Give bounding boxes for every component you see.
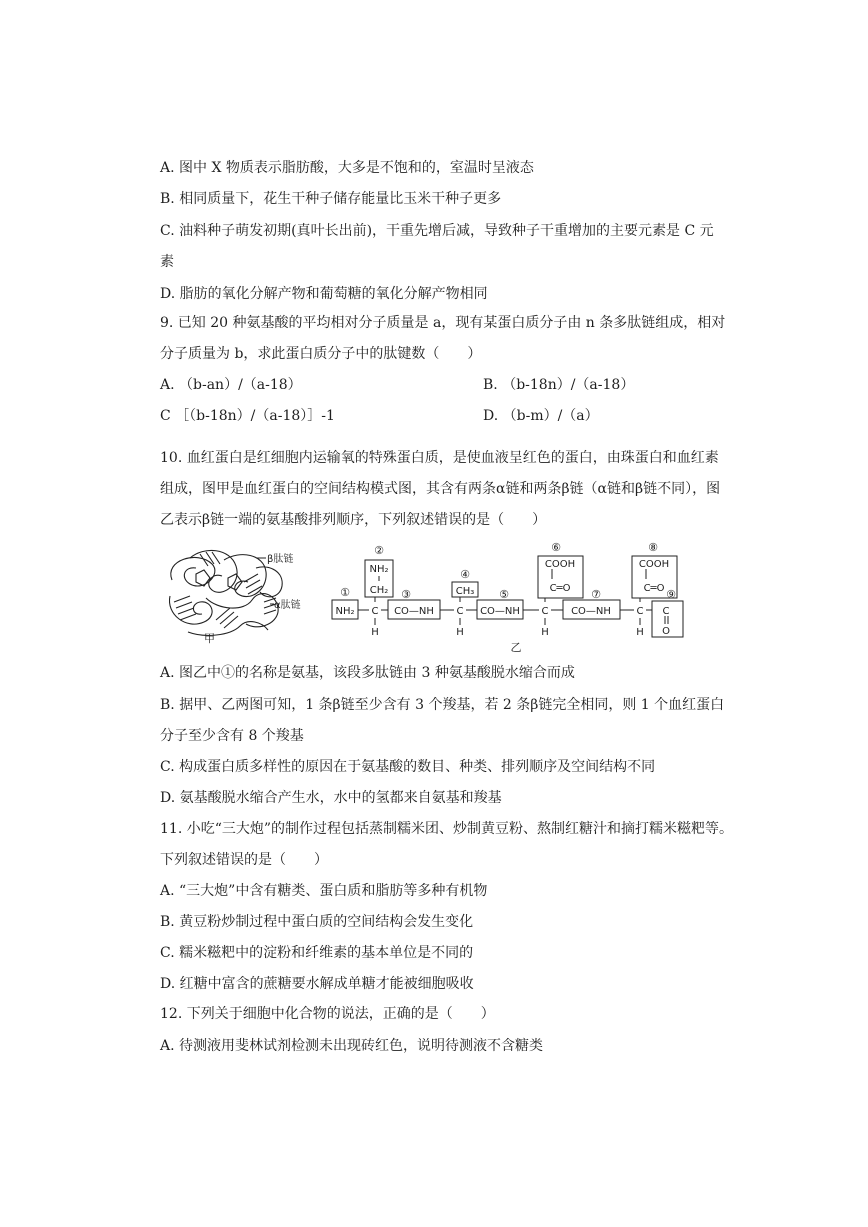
q12-option-a: A. 待测液用斐林试剂检测未出现砖红色，说明待测液不含糖类 xyxy=(160,1038,544,1054)
side-chain-4-top: COOH xyxy=(638,559,670,570)
side-chain-4-bottom: C═O xyxy=(643,583,665,594)
marker-8: ⑧ xyxy=(648,541,658,554)
q8-option-a: A. 图中 X 物质表示脂肪酸，大多是不饱和的，室温时呈液态 xyxy=(160,160,534,176)
ribbon-loop xyxy=(169,596,212,624)
figure-yi-caption: 乙 xyxy=(510,641,522,654)
peptide-bond-label: CO—NH xyxy=(571,606,611,617)
figure-jia-caption: 甲 xyxy=(204,632,215,645)
q9-option-d: D. （b-m）/（a） xyxy=(483,408,599,424)
q11-stem-line1: 11. 小吃“三大炮”的制作过程包括蒸制糯米团、炒制黄豆粉、熬制红糖汁和摘打糯米糍粑等。 xyxy=(160,821,734,837)
side-chain-2-label: CH₃ xyxy=(455,586,475,597)
q11-option-d: D. 红糖中富含的蔗糖要水解成单糖才能被细胞吸收 xyxy=(160,976,474,992)
hydrogen-atom: H xyxy=(541,627,549,638)
ribbon-loop xyxy=(171,557,215,586)
q9-option-b: B. （b-18n）/（a-18） xyxy=(483,377,635,393)
ribbon-strip xyxy=(174,596,196,620)
marker-4: ④ xyxy=(460,568,470,581)
alpha-chain-label: α肽链 xyxy=(274,600,301,611)
ribbon-strip xyxy=(200,552,220,566)
amino-group-label: NH₂ xyxy=(335,606,355,617)
q8-option-c-line2: 素 xyxy=(160,254,174,270)
ribbon-loop xyxy=(224,555,266,597)
q9-option-c: C ［（b-18n）/（a-18）］-1 xyxy=(160,408,335,424)
side-chain-1-top: NH₂ xyxy=(369,564,389,575)
marker-7: ⑦ xyxy=(591,588,601,601)
terminal-carbon: C xyxy=(662,606,670,617)
ribbon-strip xyxy=(216,608,238,628)
marker-5: ⑤ xyxy=(499,588,509,601)
q12-stem: 12. 下列关于细胞中化合物的说法，正确的是（ ） xyxy=(160,1006,495,1022)
q11-option-c: C. 糯米糍粑中的淀粉和纤维素的基本单位是不同的 xyxy=(160,945,474,961)
q10-stem-line1: 10. 血红蛋白是红细胞内运输氧的特殊蛋白质，是使血液呈红色的蛋白，由珠蛋白和血红素 xyxy=(160,450,719,466)
q10-figure xyxy=(160,538,700,656)
terminal-oxygen: O xyxy=(662,626,670,637)
ribbon-loop xyxy=(206,594,278,627)
q11-stem-line2: 下列叙述错误的是（ ） xyxy=(160,852,328,868)
marker-2: ② xyxy=(374,544,384,557)
peptide-bond-label: CO—NH xyxy=(480,606,520,617)
hemoglobin-model xyxy=(169,550,282,635)
q8-option-b: B. 相同质量下，花生干种子储存能量比玉米干种子更多 xyxy=(160,191,502,207)
q8-option-d: D. 脂肪的氧化分解产物和葡萄糖的氧化分解产物相同 xyxy=(160,286,488,302)
peptide-bond-label: CO—NH xyxy=(394,606,434,617)
alpha-carbon: C xyxy=(636,606,644,617)
q10-stem-line2: 组成，图甲是血红蛋白的空间结构模式图，其含有两条α链和两条β链（α链和β链不同），图 xyxy=(160,481,721,497)
side-chain-1-bottom: CH₂ xyxy=(369,585,389,596)
marker-6: ⑥ xyxy=(551,541,561,554)
hydrogen-atom: H xyxy=(371,627,379,638)
alpha-carbon: C xyxy=(456,606,464,617)
beta-chain-label: β肽链 xyxy=(267,554,294,565)
q10-option-b-line2: 分子至少含有 8 个羧基 xyxy=(160,728,304,744)
marker-9: ⑨ xyxy=(666,588,676,601)
alpha-carbon: C xyxy=(541,606,549,617)
q9-option-a: A. （b-an）/（a-18） xyxy=(160,377,302,393)
q10-option-d: D. 氨基酸脱水缩合产生水，水中的氢都来自氨基和羧基 xyxy=(160,790,502,806)
q9-stem-line1: 9. 已知 20 种氨基酸的平均相对分子质量是 a，现有某蛋白质分子由 n 条多肽链组成，相对 xyxy=(160,315,726,331)
hydrogen-atom: H xyxy=(456,627,464,638)
q10-option-b-line1: B. 据甲、乙两图可知，1 条β链至少含有 3 个羧基，若 2 条β链完全相同，则 1 个血红蛋白 xyxy=(160,697,725,713)
q10-option-a: A. 图乙中①的名称是氨基，该段多肽链由 3 种氨基酸脱水缩合而成 xyxy=(160,665,575,681)
q10-option-c: C. 构成蛋白质多样性的原因在于氨基酸的数目、种类、排列顺序及空间结构不同 xyxy=(160,759,656,775)
marker-3: ③ xyxy=(401,588,411,601)
q8-option-c-line1: C. 油料种子萌发初期(真叶长出前)，干重先增后减，导致种子干重增加的主要元素是 C 元 xyxy=(160,223,714,239)
q9-stem-line2: 分子质量为 b，求此蛋白质分子中的肽键数（ ） xyxy=(160,346,482,362)
hydrogen-atom: H xyxy=(636,627,644,638)
side-chain-3-top: COOH xyxy=(544,559,576,570)
q11-option-b: B. 黄豆粉炒制过程中蛋白质的空间结构会发生变化 xyxy=(160,914,474,930)
ribbon-loop xyxy=(256,567,282,597)
q10-stem-line3: 乙表示β链一端的氨基酸排列顺序，下列叙述错误的是（ ） xyxy=(160,512,547,528)
heme-group xyxy=(196,570,210,586)
side-chain-3-bottom: C═O xyxy=(549,583,571,594)
alpha-carbon: C xyxy=(371,606,379,617)
marker-1: ① xyxy=(340,586,350,599)
q11-option-a: A. “三大炮”中含有糖类、蛋白质和脂肪等多种有机物 xyxy=(160,883,488,899)
